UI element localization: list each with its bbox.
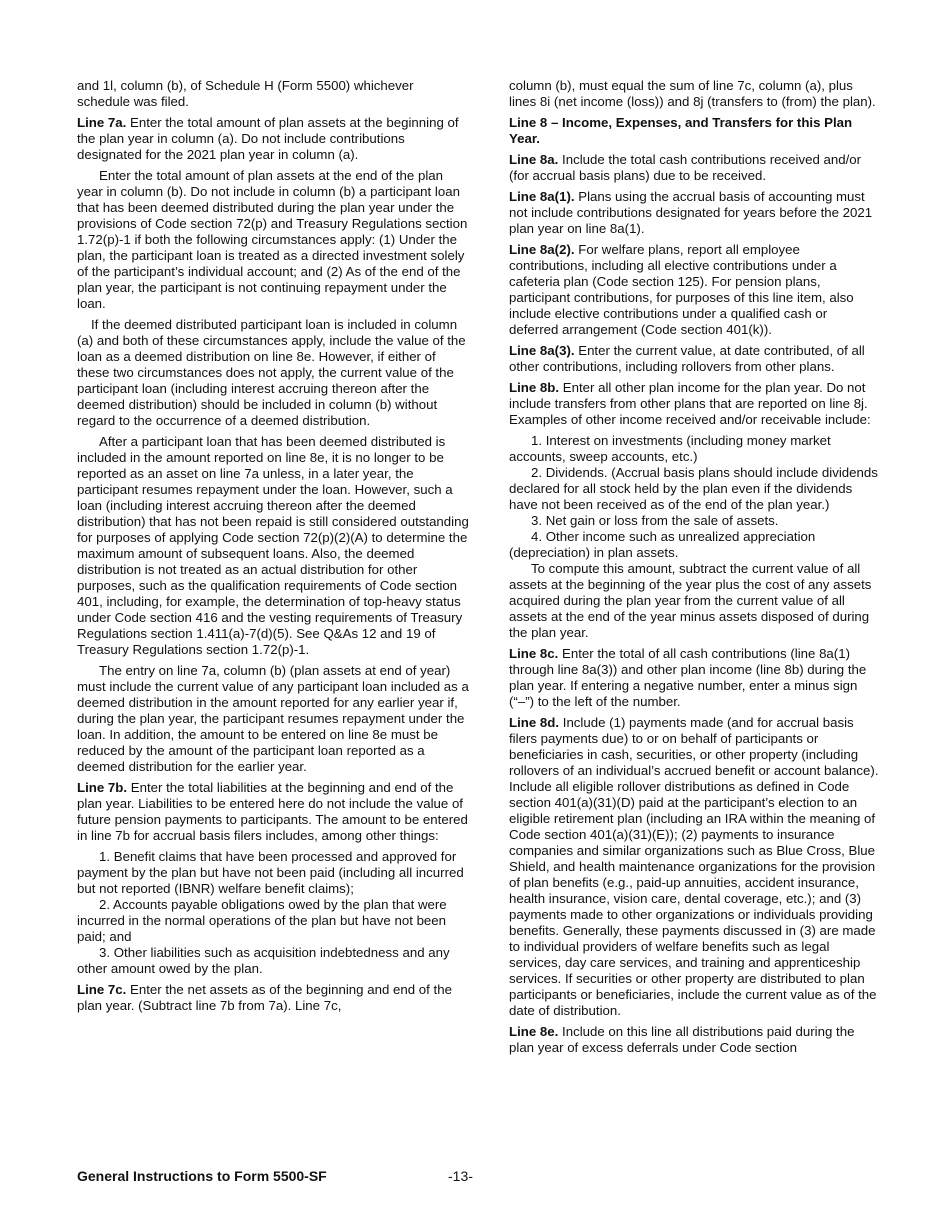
paragraph-line-8e (509, 1024, 879, 1056)
list-item-interest: 1. Interest on investments (including money market accounts, sweep accounts, etc.) (509, 433, 831, 464)
line-7c-heading: Line 7c. (77, 982, 127, 997)
list-item-dividends: 2. Dividends. (Accrual basis plans should include dividends declared for all stock held by the plan even if the dividends have not been received as of the end of the plan year.) (509, 465, 878, 512)
line-8c-text: Enter the total of all cash contributions (line 8a(1) through line 8a(3)) and other plan income (line 8b) during the plan year. If entering a negative number, enter a minus sign (“–”) to the left of the number. (509, 646, 867, 709)
list-item-benefit-claims: 1. Benefit claims that have been processed and approved for payment by the plan but have not been paid (including all incurred but not reported (IBNR) welfare benefit claims); (77, 849, 464, 896)
line-8a2-text: For welfare plans, report all employee contributions, including all elective contributions under a cafeteria plan (Code section 125). For pension plans, participant contributions, for purposes of this line item, also include elective contributions under a qualified cash or deferred arrangement (Code section 401(k)). (509, 242, 854, 337)
right-column (509, 78, 879, 1061)
paragraph-deemed-loan: If the deemed distributed participant loan is included in column (a) and both of these circumstances apply, include the value of the loan as a deemed distribution on line 8e. However, if either of these two circumstances does not apply, the current value of the participant loan (including interest accruing thereon after the deemed distribution) should be included in column (b) without regard to the occurrence of a deemed distribution. (77, 317, 466, 428)
left-column (77, 78, 469, 1019)
line-8b-heading: Line 8b. (509, 380, 560, 395)
line-7a-text: Enter the total amount of plan assets at the beginning of the plan year in column (a). Do not include contributions designated for the 2021 plan year in column (a). (77, 115, 459, 162)
line-8d-heading: Line 8d. (509, 715, 560, 730)
paragraph-compute: To compute this amount, subtract the current value of all assets at the beginning of the year plus the cost of any assets acquired during the plan year from the current value of all assets at the end of the year minus assets disposed of during the plan year. (509, 561, 872, 640)
line-7b-text: Enter the total liabilities at the beginning and end of the plan year. Liabilities to be entered here do not include the value of future pension payments to participants. The amount to be entered in line 7b for accrual basis filers includes, among other things: (77, 780, 468, 843)
page-number: -13- (448, 1168, 473, 1184)
line-7a-heading: Line 7a. (77, 115, 127, 130)
line-7b-heading: Line 7b. (77, 780, 128, 795)
line-8d-text: Include (1) payments made (and for accrual basis filers payments due) to or on behalf of participants or beneficiaries in cash, securities, or other property (including rollovers of an individual’s accrued benefit or account balance). Include all eligible rollover distributions as defined in Code section 401(a)(31)(D) paid at the participant’s election to an eligible retirement plan (including an IRA within the meaning of Code section 401(a)(31)(E)); (2) payments to insurance companies and similar organizations such as Blue Cross, Blue Shield, and health maintenance organizations for the provision of plan benefits (e.g., paid-up annuities, accident insurance, health insurance, vision care, dental coverage, etc.); and (3) payments made to other organizations or individuals providing benefits. Generally, these payments discussed in (3) are made to individual providers of welfare benefits such as legal services, day care services, and training and apprenticeship services. If securities or other property are distributed to plan participants or beneficiaries, include the current value as of the date of distribution. (509, 715, 879, 1018)
line-7c-text: Enter the net assets as of the beginning and end of the plan year. (Subtract line 7b from 7a). Line 7c, (77, 982, 452, 1013)
line-8b-text: Enter all other plan income for the plan year. Do not include transfers from other plans that are reported on line 8j. Examples of other income received and/or receivable include: (509, 380, 871, 427)
list-item-net-gain: 3. Net gain or loss from the sale of assets. (531, 513, 779, 528)
paragraph-after-deemed: After a participant loan that has been deemed distributed is included in the amount reported on line 8e, it is no longer to be reported as an asset on line 7a unless, in a later year, the participant resumes repayment under the loan. However, such a loan (including interest accruing thereon after the deemed distribution) that has not been repaid is still considered outstanding for purposes of applying Code section 72(p)(2)(A) to determine the maximum amount of subsequent loans. Also, the deemed distribution is not treated as an actual distribution for other purposes, such as the qualification requirements of Code section 401, including, for example, the determination of top-heavy status under Code section 416 and the vesting requirements of Treasury Regulations section 1.411(a)-7(d)(5). See Q&As 12 and 19 of Treasury Regulations section 1.72(p)-1. (77, 434, 469, 657)
paragraph-line-7a (77, 115, 469, 163)
paragraph-column-b: column (b), must equal the sum of line 7c, column (a), plus lines 8i (net income (loss)) and 8j (transfers to (from) the plan). (509, 78, 876, 109)
line-8a1-text: Plans using the accrual basis of accounting must not include contributions designated for years before the 2021 plan year on line 8a(1). (509, 189, 873, 236)
paragraph-entry-7a: The entry on line 7a, column (b) (plan assets at end of year) must include the current value of any participant loan included as a deemed distribution in the amount reported for any earlier year if, during the plan year, the participant resumes repayment under the loan. In addition, the amount to be entered on line 8e must be reduced by the amount of the participant loan reported as a deemed distribution for the earlier year. (77, 663, 469, 774)
paragraph-schedule-h: and 1l, column (b), of Schedule H (Form 5500) whichever schedule was filed. (77, 78, 414, 109)
line-8a-text: Include the total cash contributions received and/or (for accrual basis plans) due to be received. (509, 152, 862, 183)
paragraph-line-7b (77, 780, 469, 844)
paragraph-line-8a1 (509, 189, 879, 237)
list-item-accounts-payable: 2. Accounts payable obligations owed by the plan that were incurred in the normal operations of the plan but have not been paid; and (77, 897, 447, 944)
footer-title: General Instructions to Form 5500-SF (77, 1168, 327, 1184)
paragraph-line-8b (509, 380, 879, 428)
line-8e-text: Include on this line all distributions paid during the plan year of excess deferrals under Code section (509, 1024, 855, 1055)
paragraph-line-8a (509, 152, 879, 184)
line-8c-heading: Line 8c. (509, 646, 559, 661)
paragraph-line-7c (77, 982, 469, 1014)
paragraph-line-8c (509, 646, 879, 710)
line-8a2-heading: Line 8a(2). (509, 242, 575, 257)
paragraph-line-8d (509, 715, 879, 1019)
line-8-heading: Line 8 – Income, Expenses, and Transfers for this Plan Year. (509, 115, 853, 146)
paragraph-line-8a3 (509, 343, 879, 375)
line-8a3-heading: Line 8a(3). (509, 343, 575, 358)
list-item-other-income: 4. Other income such as unrealized appreciation (depreciation) in plan assets. (509, 529, 816, 560)
line-8a-heading: Line 8a. (509, 152, 559, 167)
paragraph-line-8a2 (509, 242, 879, 338)
line-8a3-text: Enter the current value, at date contributed, of all other contributions, including rollovers from other plans. (509, 343, 865, 374)
line-8e-heading: Line 8e. (509, 1024, 559, 1039)
section-heading-line-8 (509, 115, 879, 147)
paragraph-plan-assets-end: Enter the total amount of plan assets at the end of the plan year in column (b). Do not include in column (b) a participant loan that has been deemed distributed during the plan year under the provisions of Code section 72(p) and Treasury Regulations section 1.72(p)-1 if both the following circumstances apply: (1) Under the plan, the participant loan is treated as a directed investment solely of the participant’s individual account; and (2) As of the end of the plan year, the participant is not continuing repayment under the loan. (77, 168, 468, 311)
line-8a1-heading: Line 8a(1). (509, 189, 575, 204)
list-item-other-liabilities: 3. Other liabilities such as acquisition indebtedness and any other amount owed by the plan. (77, 945, 450, 976)
